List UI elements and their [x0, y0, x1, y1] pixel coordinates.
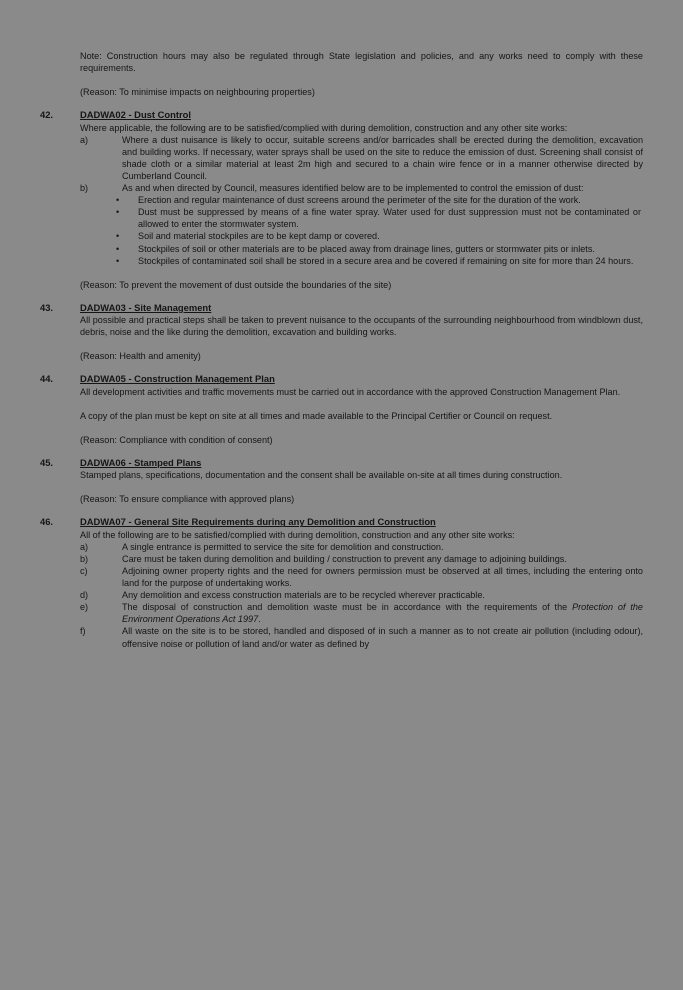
clause-42-reason: (Reason: To prevent the movement of dust outside the boundaries of the site): [80, 279, 392, 290]
list-item: [80, 243, 643, 255]
bullet-text: Stockpiles of contaminated soil shall be stored in a secure area and be covered if remaining on site for more than 24 hours.: [138, 255, 634, 266]
list-item: [80, 255, 643, 267]
top-note-block: [80, 50, 643, 98]
clause-43-number: 43.: [40, 301, 54, 313]
clause-46-item-a-marker: a): [80, 541, 89, 552]
clause-44-para2: A copy of the plan must be kept on site at all times and made available to the Principal Certifier or Council on request.: [80, 410, 553, 421]
act-name-italic: Protection of the Environment Operations Act 1997: [122, 602, 643, 625]
clause-42-number: 42.: [40, 109, 54, 121]
bullet-text: Soil and material stockpiles are to be kept damp or covered.: [138, 231, 380, 242]
clause-43-heading: DADWA03 - Site Management: [80, 301, 212, 313]
clause-46-item-f-text: All waste on the site is to be stored, handled and disposed of in such a manner as to not create air pollution (including odour), offensive noise or pollution of land and/or water as defined by: [122, 626, 643, 649]
clause-46-body: [80, 516, 643, 649]
clause-42-intro: Where applicable, the following are to be satisfied/complied with during demolition, construction and any other site works:: [80, 122, 568, 133]
clause-46-item-e: [80, 601, 643, 625]
construction-hours-note: Note: Construction hours may also be regulated through State legislation and policies, and any works need to comply with these requirements.: [80, 51, 643, 74]
bullet-text: Erection and regular maintenance of dust screens around the perimeter of the site for the duration of the work.: [138, 195, 581, 206]
clause-43: [40, 302, 643, 363]
clause-45-heading: DADWA06 - Stamped Plans: [80, 456, 202, 468]
clause-46-item-f-marker: f): [80, 626, 86, 637]
clause-46-number: 46.: [40, 516, 54, 528]
clause-46-item-a-text: A single entrance is permitted to service the site for demolition and construction.: [122, 541, 444, 552]
clause-42-bullet-list: [80, 194, 643, 267]
clause-44-intro: All development activities and traffic movements must be carried out in accordance with the approved Construction Management Plan.: [80, 386, 621, 397]
clause-44-heading: DADWA05 - Construction Management Plan: [80, 373, 275, 385]
clause-43-reason: (Reason: Health and amenity): [80, 351, 201, 362]
list-item: [80, 206, 643, 230]
clause-46-item-c-text: Adjoining owner property rights and the need for owners permission must be observed at all times, including the entering onto land for the purpose of undertaking works.: [122, 566, 643, 589]
clause-46-item-f: [80, 625, 643, 649]
clause-46-item-d: [80, 589, 643, 601]
clause-45-intro: Stamped plans, specifications, documentation and the consent shall be available on-site at all times during construction.: [80, 470, 563, 481]
clause-46-item-e-marker: e): [80, 602, 89, 613]
clause-42-body: [80, 109, 643, 291]
clause-45: [40, 457, 643, 505]
clause-44-reason: (Reason: Compliance with condition of consent): [80, 434, 273, 445]
clause-46-item-a: [80, 541, 643, 553]
clause-46: [40, 516, 643, 649]
clause-42-item-b: [80, 182, 643, 194]
clause-42-item-a-text: Where a dust nuisance is likely to occur, suitable screens and/or barricades shall be erected during the demolition, excavation and building works. If necessary, water sprays shall be used on the site to reduce the emission of dust. Screening shall consist of shade cloth or a similar material at least 2m high and secured to a chain wire fence or in a manner otherwise directed by Cumberland Council.: [122, 134, 643, 181]
bullet-text: Stockpiles of soil or other materials are to be placed away from drainage lines, gutters or stormwater pits or inlets.: [138, 243, 595, 254]
clause-46-item-b: [80, 553, 643, 565]
clause-44-number: 44.: [40, 373, 54, 385]
clause-46-item-d-text: Any demolition and excess construction materials are to be recycled wherever practicable.: [122, 590, 485, 601]
list-item: [80, 230, 643, 242]
bullet-icon: •: [116, 195, 120, 206]
clause-46-item-b-text: Care must be taken during demolition and building / construction to prevent any damage to adjoining buildings.: [122, 553, 567, 564]
document-body: [40, 50, 643, 650]
bullet-text: Dust must be suppressed by means of a fine water spray. Water used for dust suppression must not be contaminated or allowed to enter the stormwater system.: [138, 207, 641, 230]
bullet-icon: •: [116, 231, 120, 242]
clause-43-intro: All possible and practical steps shall be taken to prevent nuisance to the occupants of the surrounding neighbourhood from windblown dust, debris, noise and the like during the demolition, excavation and building works.: [80, 315, 643, 338]
bullet-icon: •: [116, 243, 120, 254]
clause-44-body: [80, 373, 643, 446]
clause-45-number: 45.: [40, 456, 54, 468]
clause-46-item-e-text: The disposal of construction and demolition waste must be in accordance with the requirements of the Protection of the Environment Operations Act 1997.: [122, 602, 643, 625]
clause-42-item-a-marker: a): [80, 134, 89, 145]
bullet-icon: •: [116, 255, 120, 266]
clause-43-body: [80, 302, 643, 363]
bullet-icon: •: [116, 207, 120, 218]
clause-44: [40, 373, 643, 446]
clause-42: [40, 109, 643, 291]
top-reason-text: (Reason: To minimise impacts on neighbouring properties): [80, 87, 315, 98]
clause-42-heading: DADWA02 - Dust Control: [80, 109, 191, 121]
clause-45-reason: (Reason: To ensure compliance with approved plans): [80, 494, 295, 505]
clause-46-item-c-marker: c): [80, 566, 88, 577]
clause-46-item-c: [80, 565, 643, 589]
clause-46-item-b-marker: b): [80, 553, 89, 564]
clause-42-item-a: [80, 134, 643, 182]
list-item: [80, 194, 643, 206]
clause-46-item-d-marker: d): [80, 590, 89, 601]
clause-46-heading: DADWA07 - General Site Requirements during any Demolition and Construction: [80, 516, 436, 528]
clause-42-item-b-marker: b): [80, 183, 89, 194]
clause-42-item-b-text: As and when directed by Council, measures identified below are to be implemented to control the emission of dust:: [122, 183, 584, 194]
clause-46-intro: All of the following are to be satisfied/complied with during demolition, construction and any other site works:: [80, 529, 515, 540]
clause-45-body: [80, 457, 643, 505]
